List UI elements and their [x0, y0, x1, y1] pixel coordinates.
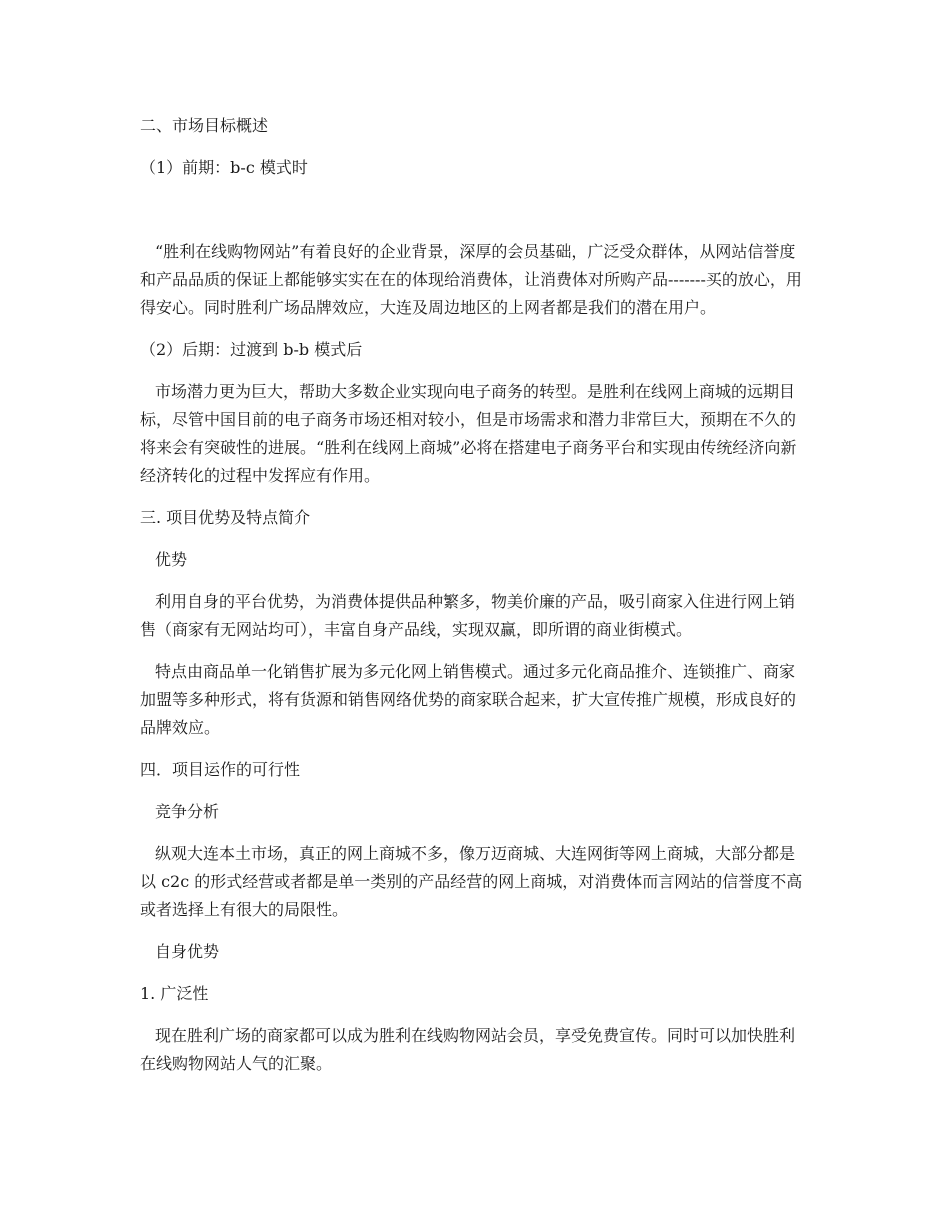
competition-paragraph: 纵观大连本土市场，真正的网上商城不多，像万迈商城、大连网街等网上商城，大部分都是以 c2c 的形式经营或者都是单一类别的产品经营的网上商城，对消费体而言网站的信誉度不高或者选择上有很大的局限性。 [140, 844, 803, 919]
self-advantage-label: 自身优势 [155, 942, 220, 961]
section3-heading: 三. 项目优势及特点简介 [140, 508, 311, 527]
section4-heading: 四．项目运作的可行性 [140, 760, 301, 779]
document-page [140, 112, 808, 1092]
advantage-label: 优势 [155, 550, 188, 569]
phase2-heading: （2）后期：过渡到 b-b 模式后 [140, 340, 363, 359]
item1-paragraph: 现在胜利广场的商家都可以成为胜利在线购物网站会员，享受免费宣传。同时可以加快胜利在线购物网站人气的汇聚。 [140, 1026, 796, 1073]
competition-label: 竞争分析 [155, 802, 220, 821]
section2-heading: 二、市场目标概述 [140, 116, 269, 135]
phase1-paragraph: “胜利在线购物网站”有着良好的企业背景，深厚的会员基础，广泛受众群体，从网站信誉度和产品品质的保证上都能够实实在在的体现给消费体，让消费体对所购产品-------买的放心，用得安心。同时胜利广场品牌效应，大连及周边地区的上网者都是我们的潜在用户。 [140, 242, 802, 317]
phase1-heading: （1）前期：b-c 模式时 [140, 158, 308, 177]
spacer [140, 196, 808, 238]
phase2-paragraph: 市场潜力更为巨大，帮助大多数企业实现向电子商务的转型。是胜利在线网上商城的远期目标，尽管中国目前的电子商务市场还相对较小，但是市场需求和潜力非常巨大，预期在不久的将来会有突破性的进展。“胜利在线网上商城”必将在搭建电子商务平台和实现由传统经济向新经济转化的过程中发挥应有作用。 [140, 382, 797, 485]
item1-heading: 1. 广泛性 [140, 984, 209, 1003]
feature-paragraph: 特点由商品单一化销售扩展为多元化网上销售模式。通过多元化商品推介、连锁推广、商家加盟等多种形式，将有货源和销售网络优势的商家联合起来，扩大宣传推广规模，形成良好的品牌效应。 [140, 662, 797, 737]
advantage-paragraph: 利用自身的平台优势，为消费体提供品种繁多，物美价廉的产品，吸引商家入住进行网上销售（商家有无网站均可），丰富自身产品线，实现双赢，即所谓的商业街模式。 [140, 592, 796, 639]
